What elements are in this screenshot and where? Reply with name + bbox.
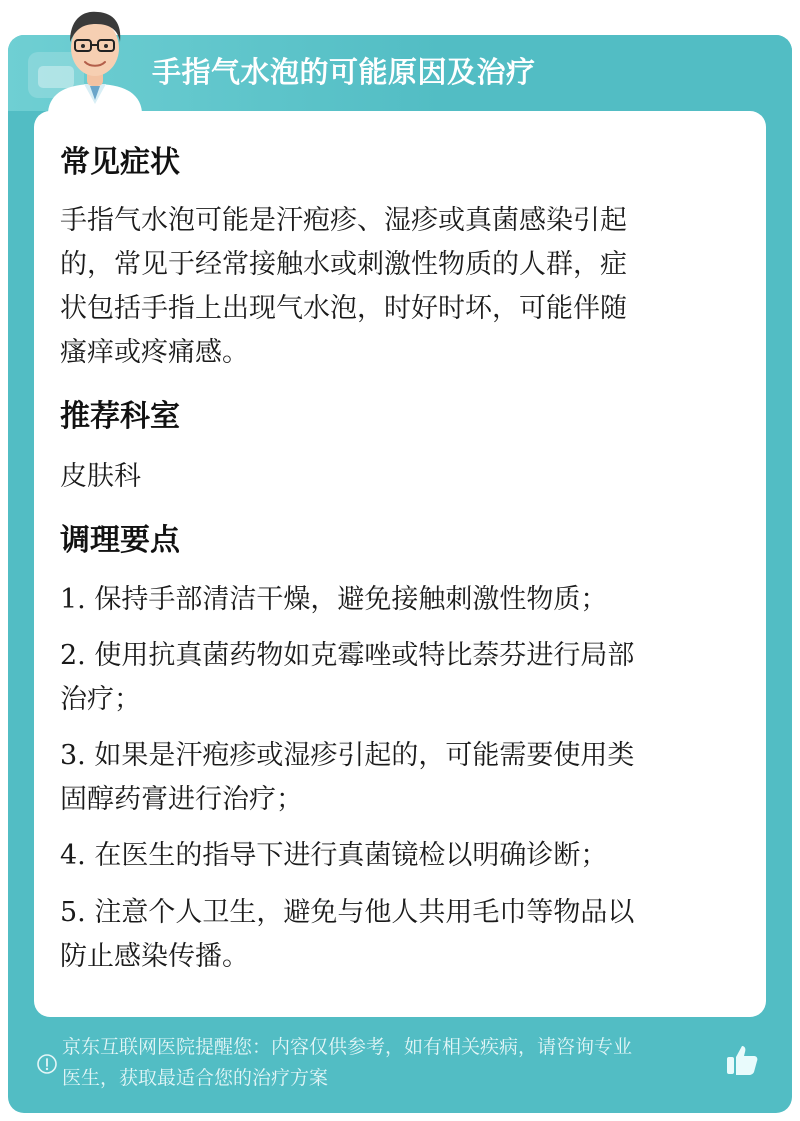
symptoms-line: 的，常见于经常接触水或刺激性物质的人群，症 — [60, 249, 627, 280]
care-heading: 调理要点 — [60, 523, 180, 558]
care-item-text: 治疗； — [60, 684, 141, 715]
care-item-text: 保持手部清洁干燥，避免接触刺激性物质； — [94, 584, 608, 615]
disclaimer-line: 医生，获取最适合您的治疗方案 — [62, 1067, 329, 1089]
department-value: 皮肤科 — [60, 461, 141, 492]
content-card — [34, 111, 766, 1017]
page-title: 手指气水泡的可能原因及治疗 — [152, 55, 536, 89]
department-heading: 推荐科室 — [60, 399, 180, 434]
care-item-text: 固醇药膏进行治疗； — [60, 784, 303, 815]
care-item — [60, 834, 740, 878]
care-item-text: 在医生的指导下进行真菌镜检以明确诊断； — [94, 840, 608, 871]
symptoms-text — [60, 199, 740, 375]
care-item-number: 1. — [60, 584, 86, 615]
care-item-number: 4. — [60, 840, 86, 871]
symptoms-line: 瘙痒或疼痛感。 — [60, 337, 249, 368]
care-item — [60, 891, 740, 979]
info-icon — [36, 1053, 58, 1075]
disclaimer-line: 京东互联网医院提醒您：内容仅供参考，如有相关疾病，请咨询专业 — [62, 1036, 633, 1058]
thumbs-up-icon[interactable] — [724, 1042, 760, 1078]
care-item — [60, 734, 740, 822]
care-item-text: 注意个人卫生，避免与他人共用毛巾等物品以 — [94, 897, 635, 928]
care-item-number: 3. — [60, 740, 86, 771]
symptoms-line: 手指气水泡可能是汗疱疹、湿疹或真菌感染引起 — [60, 205, 627, 236]
care-item — [60, 578, 740, 622]
care-item-text: 使用抗真菌药物如克霉唑或特比萘芬进行局部 — [94, 640, 635, 671]
doctor-avatar-icon — [40, 0, 150, 112]
care-item-text: 如果是汗疱疹或湿疹引起的，可能需要使用类 — [94, 740, 635, 771]
care-item-number: 2. — [60, 640, 86, 671]
symptoms-line: 状包括手指上出现气水泡，时好时坏，可能伴随 — [60, 293, 627, 324]
disclaimer-text — [62, 1032, 727, 1094]
care-item-number: 5. — [60, 897, 86, 928]
care-item-text: 防止感染传播。 — [60, 941, 249, 972]
care-item — [60, 634, 740, 722]
symptoms-heading: 常见症状 — [60, 145, 180, 180]
